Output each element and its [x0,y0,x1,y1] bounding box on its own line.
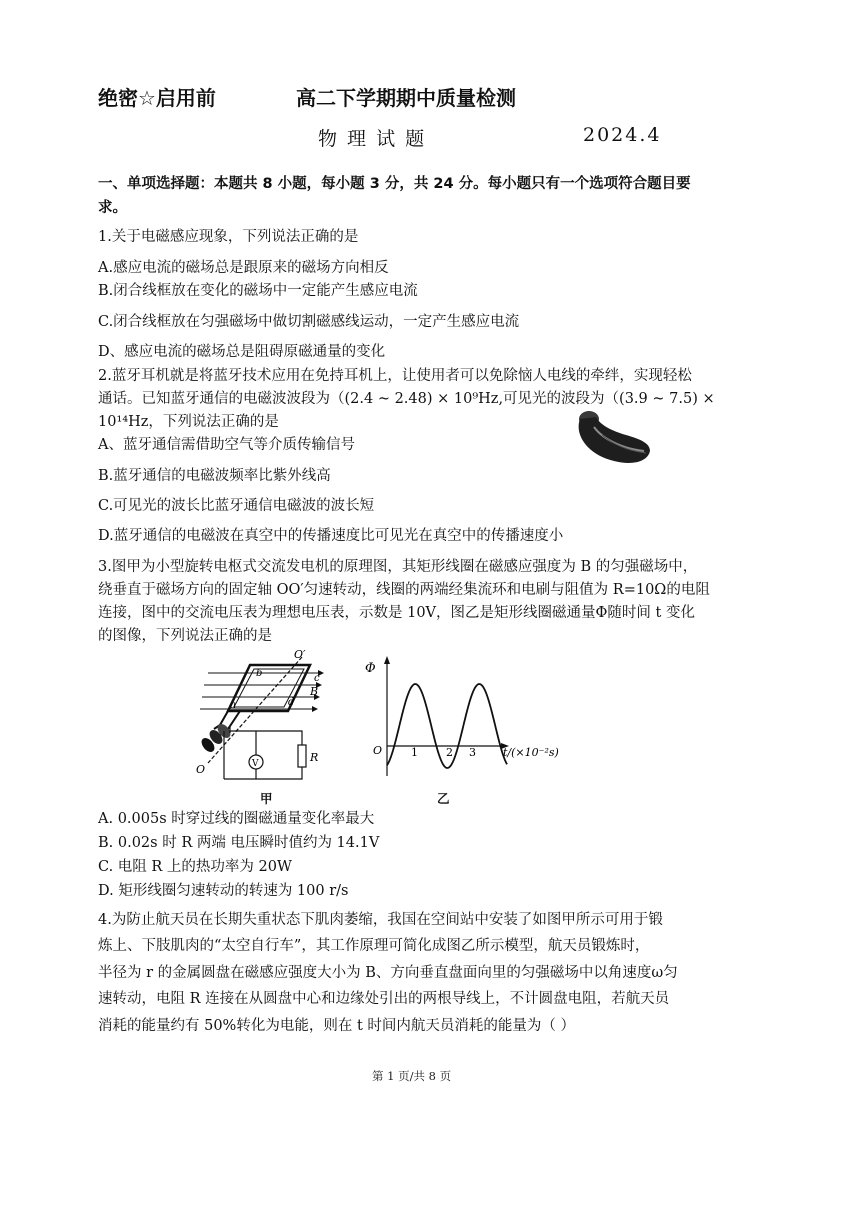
question-2-option-a: A、蓝牙通信需借助空气等介质传输信号 [98,437,355,453]
label-o: O [196,763,206,776]
question-1-option-d: D、感应电流的磁场总是阻碍原磁通量的变化 [98,344,386,360]
label-o-prime: O′ [294,648,306,661]
question-3-option-a: A. 0.005s 时穿过线的圈磁通量变化率最大 [98,811,375,827]
confidential-label: 绝密☆启用前 [98,86,216,110]
question-3-option-c: C. 电阻 R 上的热功率为 20W [98,859,292,875]
figure-b-caption: 乙 [437,791,450,806]
question-3-stem: 3.图甲为小型旋转电枢式交流发电机的原理图，其矩形线圈在磁感应强度为 B 的匀强磁场中， [98,559,698,575]
x-axis-label: t/(×10⁻²s) [503,746,559,759]
question-4-stem-line2: 炼上、下肢肌肉的“太空自行车”，其工作原理可简化成图乙所示模型，航天员锻炼时， [98,938,650,954]
y-axis-label: Φ [365,661,376,676]
question-1-option-c: C.闭合线框放在匀强磁场中做切割磁感线运动，一定产生感应电流 [98,314,520,330]
subject-title: 物 理 试 题 [318,128,427,150]
question-3-stem-line3: 连接，图中的交流电压表为理想电压表，示数是 10V，图乙是矩形线圈磁通量Φ随时间 t 变化 [98,605,695,621]
question-1-option-a: A.感应电流的磁场总是跟原来的磁场方向相反 [98,260,389,276]
section-title: 一、单项选择题：本题共 8 小题，每小题 3 分，共 24 分。每小题只有一个选项符合题目要 [98,176,691,192]
section-title-cont: 求。 [98,200,127,216]
generator-diagram [190,645,340,790]
page-number: 第 1 页/共 8 页 [372,1069,452,1083]
label-a: a [230,700,236,711]
tick-label-3: 3 [469,746,476,759]
label-b: b [256,668,263,679]
question-2-option-d: D.蓝牙通信的电磁波在真空中的传播速度比可见光在真空中的传播速度小 [98,528,564,544]
tick-label-1: 1 [411,746,418,759]
question-1-stem: 1.关于电磁感应现象，下列说法正确的是 [98,229,359,245]
question-2-option-c: C.可见光的波长比蓝牙通信电磁波的波长短 [98,498,375,514]
origin-label: O [373,744,383,757]
label-c: c [314,673,320,684]
question-2-stem-line2: 通话。已知蓝牙通信的电磁波波段为（(2.4 ~ 2.48) × 10⁹Hz,可见光的波段为（(3.9 ~ 7.5) × [98,391,715,407]
question-3-stem-line4: 的图像，下列说法正确的是 [98,628,272,644]
question-2-stem-line3: 10¹⁴Hz，下列说法正确的是 [98,414,279,430]
tick-label-2: 2 [446,746,453,759]
flux-time-graph [365,650,625,780]
question-2-stem: 2.蓝牙耳机就是将蓝牙技术应用在免持耳机上，让使用者可以免除恼人电线的牵绊，实现轻松 [98,368,692,384]
question-4-stem-line3: 半径为 r 的金属圆盘在磁感应强度大小为 B、方向垂直盘面向里的匀强磁场中以角速度ω匀 [98,965,678,981]
label-voltmeter: V [252,759,259,769]
question-4-stem-line4: 速转动，电阻 R 连接在从圆盘中心和边缘处引出的两根导线上，不计圆盘电阻，若航天员 [98,991,670,1007]
label-field-b: B [310,685,319,698]
figure-a-caption: 甲 [260,791,273,806]
bluetooth-earpiece-image [574,405,652,469]
question-4-stem: 4.为防止航天员在长期失重状态下肌肉萎缩，我国在空间站中安装了如图甲所示可用于锻 [98,912,663,928]
label-resistor: R [310,751,319,764]
label-d: d [288,697,295,708]
question-4-stem-line5: 消耗的能量约有 50%转化为电能，则在 t 时间内航天员消耗的能量为（ ） [98,1018,575,1034]
exam-title: 高二下学期期中质量检测 [296,86,516,110]
question-1-option-b: B.闭合线框放在变化的磁场中一定能产生感应电流 [98,283,418,299]
question-3-stem-line2: 绕垂直于磁场方向的固定轴 OO′匀速转动，线圈的两端经集流环和电刷与阻值为 R=10Ω的电阻 [98,582,710,598]
exam-date: 2024.4 [583,124,662,146]
question-3-option-d: D. 矩形线圈匀速转动的转速为 100 r/s [98,883,349,899]
question-3-option-b: B. 0.02s 时 R 两端 电压瞬时值约为 14.1V [98,835,380,851]
question-2-option-b: B.蓝牙通信的电磁波频率比紫外线高 [98,468,331,484]
